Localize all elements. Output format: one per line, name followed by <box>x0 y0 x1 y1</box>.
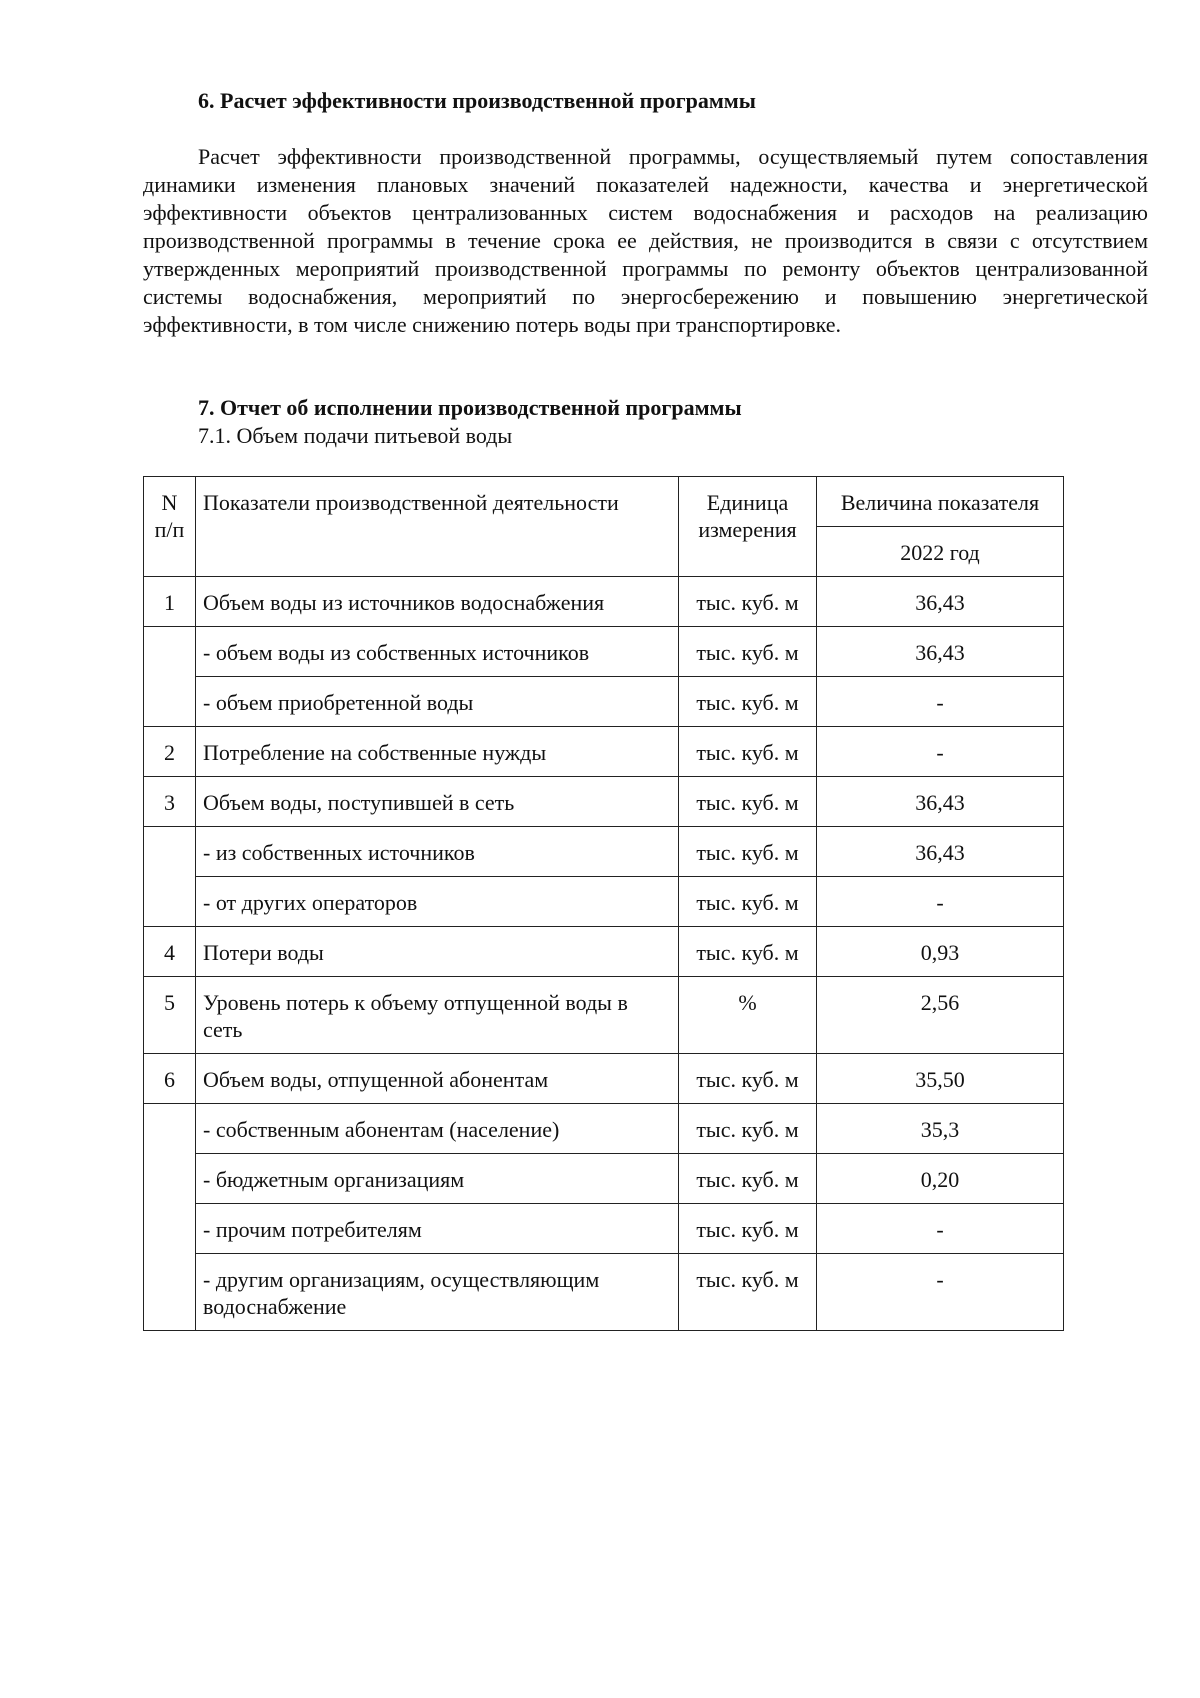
row-number: 6 <box>144 1054 196 1104</box>
row-unit: тыс. куб. м <box>679 677 817 727</box>
row-indicator: - собственным абонентам (население) <box>196 1104 679 1154</box>
row-number: 2 <box>144 727 196 777</box>
row-indicator: Потребление на собственные нужды <box>196 727 679 777</box>
table-row <box>144 977 1064 1054</box>
section-6-paragraph: Расчет эффективности производственной программы, осуществляемый путем сопоставления динамики изменения плановых значений показателей надежности, качества и энергетической эффективности объектов централизованных систем водоснабжения и расходов на реализацию производственной программы в течение срока ее действия, не производится в связи с отсутствием утвержденных мероприятий производственной программы по ремонту объектов централизованной системы водоснабжения, мероприятий по энергосбережению и повышению энергетической эффективности, в том числе снижению потерь воды при транспортировке. <box>143 144 1148 337</box>
section-7-heading: 7. Отчет об исполнении производственной программы <box>198 395 742 420</box>
row-indicator: - из собственных источников <box>196 827 679 877</box>
header-value: Величина показателя <box>817 477 1064 527</box>
row-value: - <box>817 1254 1064 1331</box>
row-value: 36,43 <box>817 827 1064 877</box>
row-value: 2,56 <box>817 977 1064 1054</box>
row-indicator: - объем приобретенной воды <box>196 677 679 727</box>
table-row <box>144 777 1064 827</box>
table-row <box>144 1054 1064 1104</box>
row-number-merged <box>144 827 196 927</box>
row-value: 35,50 <box>817 1054 1064 1104</box>
row-value: - <box>817 1204 1064 1254</box>
row-value: - <box>817 727 1064 777</box>
row-unit: тыс. куб. м <box>679 1104 817 1154</box>
table-row <box>144 1204 1064 1254</box>
row-unit: тыс. куб. м <box>679 927 817 977</box>
row-indicator: Объем воды из источников водоснабжения <box>196 577 679 627</box>
row-number: 5 <box>144 977 196 1054</box>
row-indicator: Объем воды, поступившей в сеть <box>196 777 679 827</box>
row-unit: тыс. куб. м <box>679 1054 817 1104</box>
table-row <box>144 677 1064 727</box>
row-value: 36,43 <box>817 627 1064 677</box>
row-number-merged <box>144 1104 196 1331</box>
row-number: 3 <box>144 777 196 827</box>
header-unit: Единица измерения <box>679 477 817 577</box>
table-row <box>144 727 1064 777</box>
row-indicator: - прочим потребителям <box>196 1204 679 1254</box>
row-value: 36,43 <box>817 577 1064 627</box>
row-unit: тыс. куб. м <box>679 627 817 677</box>
section-7-1-subheading: 7.1. Объем подачи питьевой воды <box>198 423 513 448</box>
section-6-heading: 6. Расчет эффективности производственной программы <box>198 88 756 113</box>
row-unit: % <box>679 977 817 1054</box>
table-row <box>144 827 1064 877</box>
row-unit: тыс. куб. м <box>679 1154 817 1204</box>
row-indicator: Уровень потерь к объему отпущенной воды в сеть <box>196 977 679 1054</box>
table-row <box>144 1254 1064 1331</box>
row-value: - <box>817 877 1064 927</box>
row-value: - <box>817 677 1064 727</box>
row-unit: тыс. куб. м <box>679 1254 817 1331</box>
table-row <box>144 577 1064 627</box>
row-unit: тыс. куб. м <box>679 577 817 627</box>
row-unit: тыс. куб. м <box>679 877 817 927</box>
row-value: 0,93 <box>817 927 1064 977</box>
row-indicator: - от других операторов <box>196 877 679 927</box>
row-indicator: Потери воды <box>196 927 679 977</box>
header-indicator: Показатели производственной деятельности <box>196 477 679 577</box>
row-number-merged <box>144 627 196 727</box>
row-indicator: - другим организациям, осуществляющим водоснабжение <box>196 1254 679 1331</box>
row-unit: тыс. куб. м <box>679 1204 817 1254</box>
row-value: 35,3 <box>817 1104 1064 1154</box>
table-row <box>144 627 1064 677</box>
table-row <box>144 1154 1064 1204</box>
row-number: 1 <box>144 577 196 627</box>
water-supply-table <box>143 476 1064 1331</box>
row-number: 4 <box>144 927 196 977</box>
row-indicator: Объем воды, отпущенной абонентам <box>196 1054 679 1104</box>
row-unit: тыс. куб. м <box>679 827 817 877</box>
row-indicator: - бюджетным организациям <box>196 1154 679 1204</box>
header-year: 2022 год <box>817 527 1064 577</box>
header-number: N п/п <box>144 477 196 577</box>
row-indicator: - объем воды из собственных источников <box>196 627 679 677</box>
row-value: 36,43 <box>817 777 1064 827</box>
row-unit: тыс. куб. м <box>679 777 817 827</box>
row-unit: тыс. куб. м <box>679 727 817 777</box>
table-row <box>144 877 1064 927</box>
table-row <box>144 1104 1064 1154</box>
table-row <box>144 927 1064 977</box>
row-value: 0,20 <box>817 1154 1064 1204</box>
